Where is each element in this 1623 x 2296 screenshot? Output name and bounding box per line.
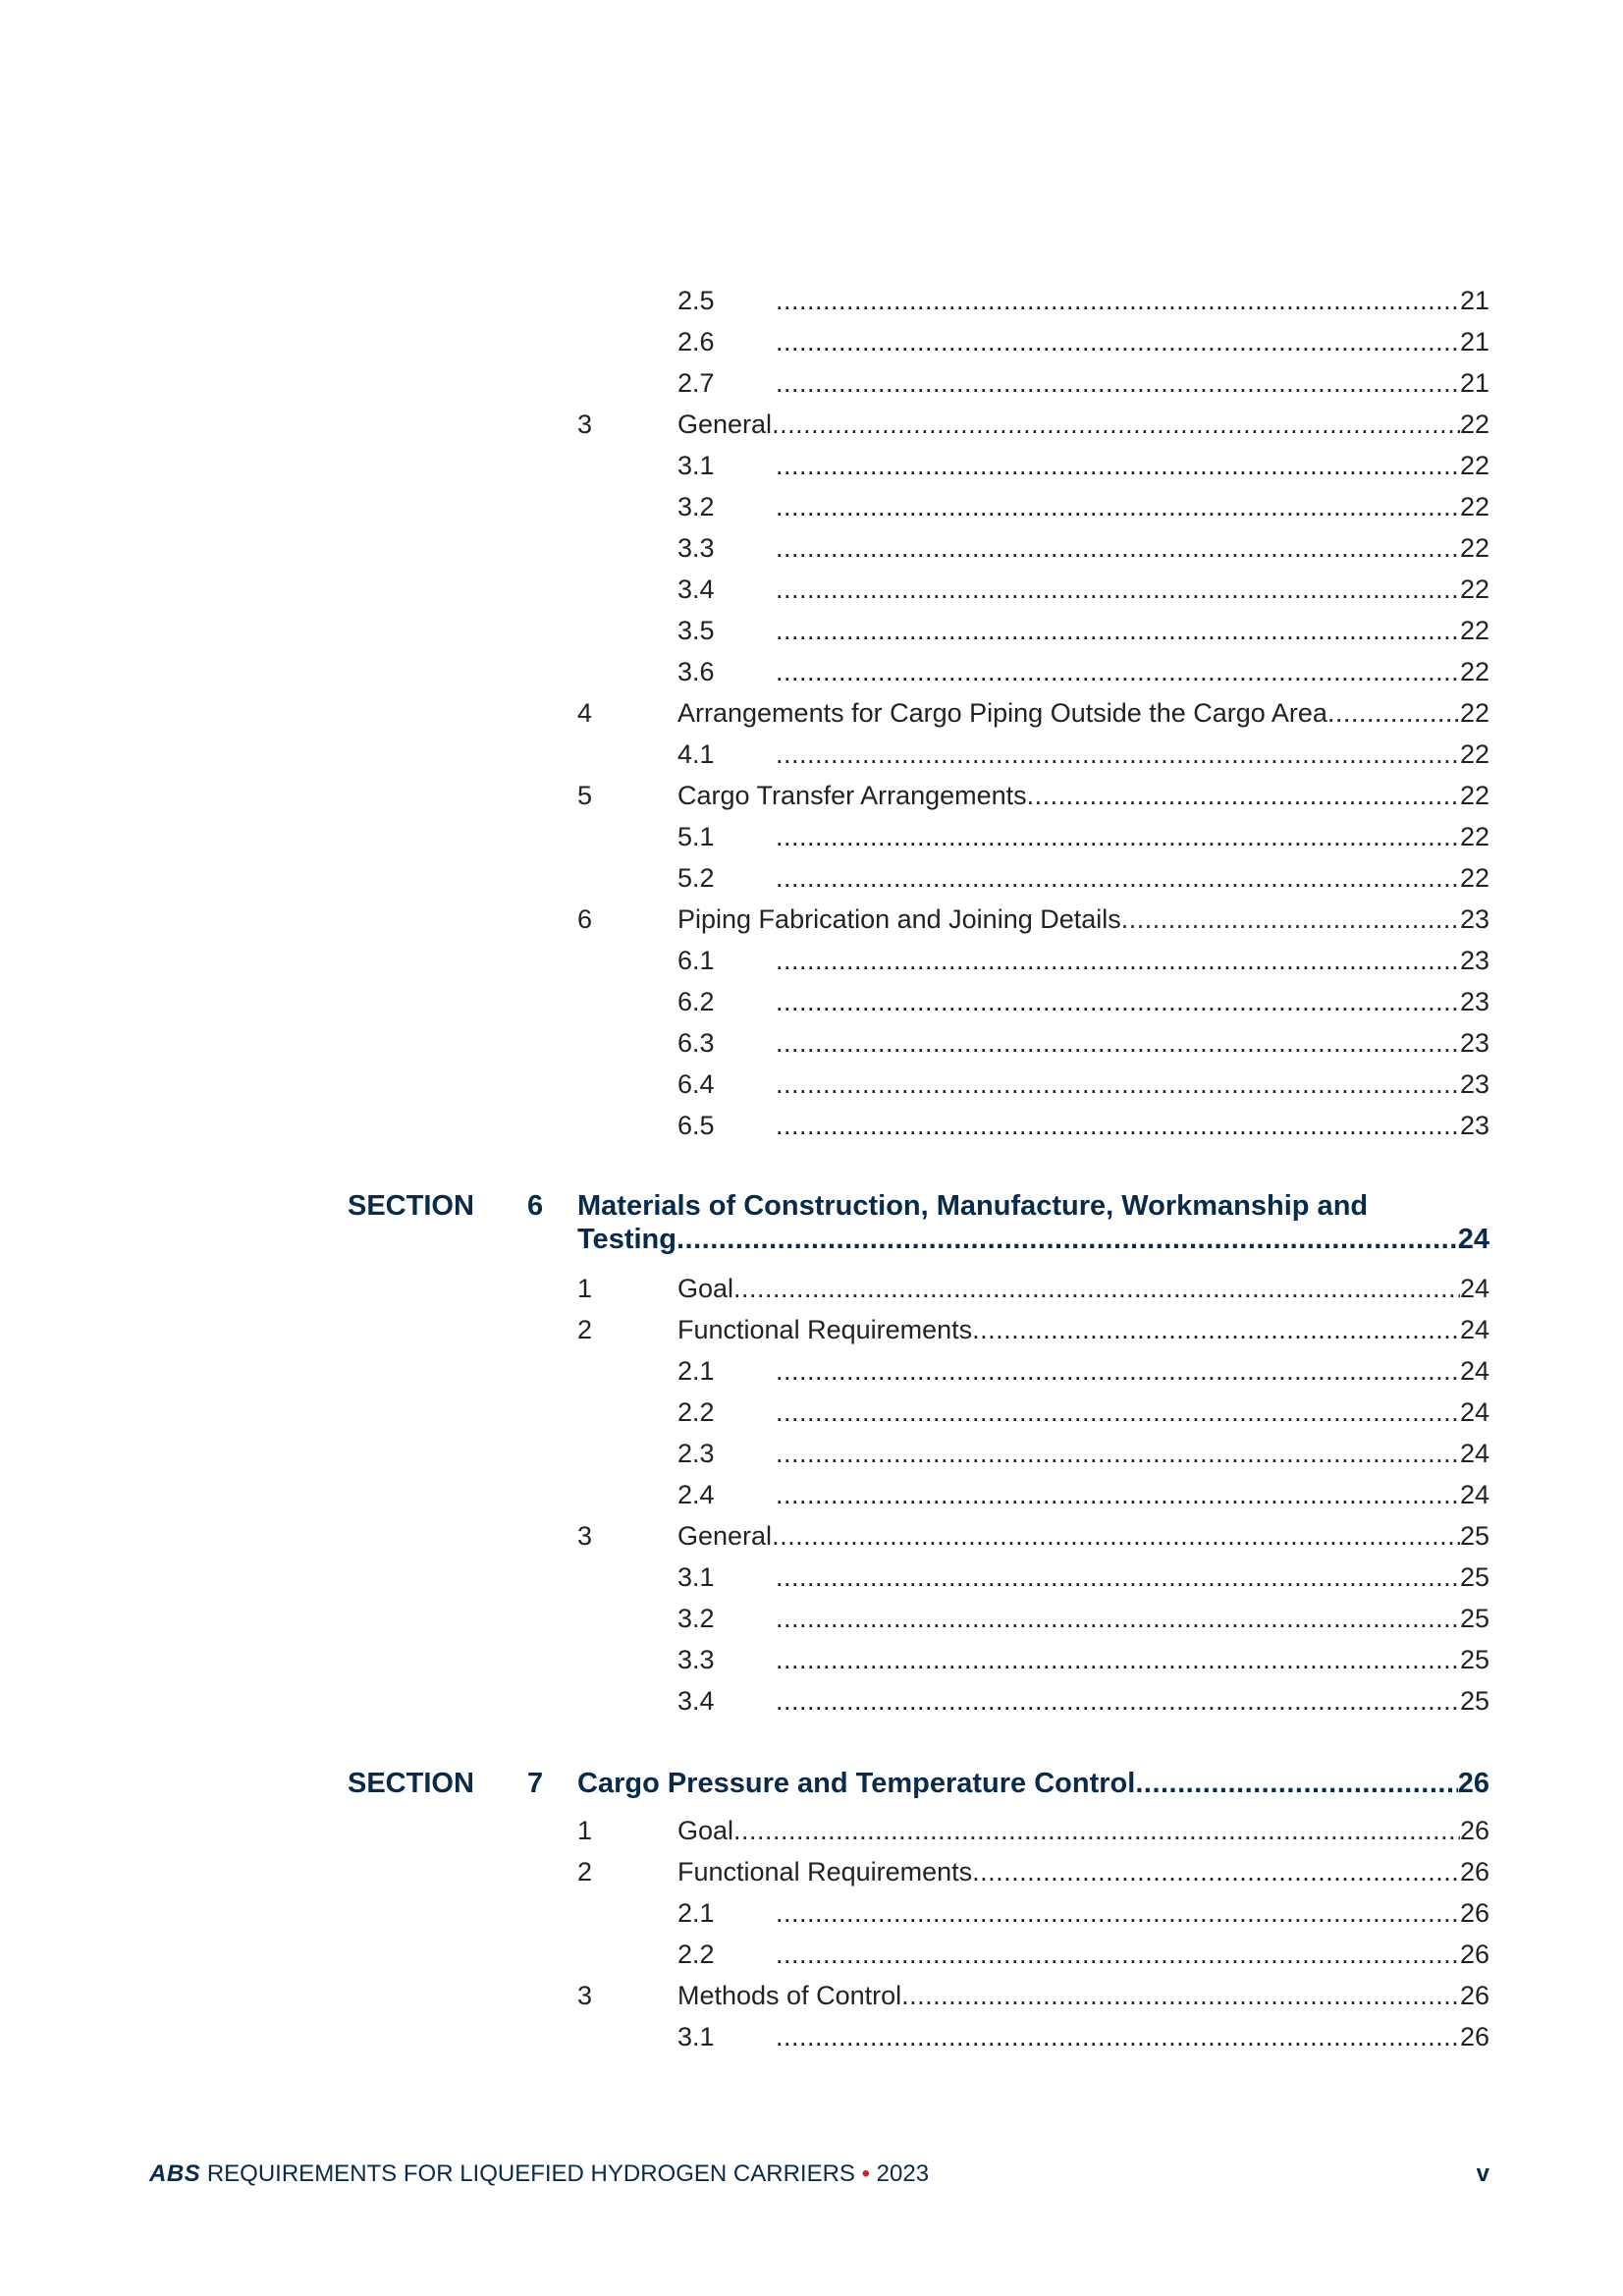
toc-entry-page-number: 23 [1459,1028,1489,1058]
toc-entry-title: Functional Requirements [677,1857,973,1886]
toc-section-7-heading[interactable] [0,1767,1623,1800]
toc-entry[interactable] [0,1851,1623,1892]
toc-entry-title: General [677,1521,773,1551]
toc-entry-page-number: 23 [1459,904,1489,934]
section-number: 7 [527,1768,544,1799]
dot-leader [776,486,1460,527]
toc-entry-title: Cargo Transfer Arrangements [677,781,1027,810]
toc-entry[interactable] [0,527,1623,569]
dot-leader [776,1680,1460,1722]
toc-entry-page-number: 25 [1459,1604,1489,1633]
toc-entry-page-number: 23 [1459,987,1489,1016]
toc-entry-page-number: 22 [1459,657,1489,686]
toc-entry-number: 6.4 [677,1069,715,1099]
toc-entry[interactable] [0,1892,1623,1934]
toc-entry-number: 2.3 [677,1439,715,1468]
toc-entry-number: 3 [577,1521,593,1551]
toc-entry-line [776,734,1489,775]
toc-entry[interactable] [0,280,1623,321]
toc-entry[interactable] [0,1433,1623,1474]
dot-leader [972,1309,1460,1350]
dot-leader [776,280,1460,321]
toc-entry-number: 2.7 [677,368,715,398]
dot-leader [776,940,1460,981]
toc-entry-page-number: 22 [1459,781,1489,810]
footer-bullet: • [861,2160,870,2187]
abs-logo-text: ABS [149,2160,201,2187]
toc-entry[interactable] [0,404,1623,445]
toc-entry-page-number: 22 [1459,574,1489,604]
dot-leader [776,1892,1460,1934]
toc-entry-page-number: 22 [1459,698,1489,728]
toc-entry[interactable] [0,1975,1623,2016]
toc-entry-number: 3.1 [677,1562,715,1592]
toc-entry-line [776,527,1489,569]
dot-leader [776,857,1460,899]
toc-entry-line [677,1309,1489,1350]
toc-entry[interactable] [0,1639,1623,1680]
section-page-number: 26 [1457,1768,1489,1799]
toc-entry-number: 6.3 [677,1028,715,1058]
toc-entry-line [776,1392,1489,1433]
dot-leader [776,981,1460,1022]
dot-leader [1121,899,1460,940]
section-title: Cargo Pressure and Temperature Control [577,1768,1136,1799]
toc-entry-page-number: 23 [1459,1069,1489,1099]
toc-entry-page-number: 26 [1459,1816,1489,1845]
toc-entry-line [677,899,1489,940]
toc-entry-number: 6.5 [677,1111,715,1140]
dot-leader [901,1975,1460,2016]
toc-entry-page-number: 26 [1459,2022,1489,2051]
toc-entry-title: Arrangements for Cargo Piping Outside the Cargo Area [677,698,1327,728]
toc-entry-title: Goal [677,1274,734,1303]
toc-entry-line [776,445,1489,486]
toc-entry[interactable] [0,1350,1623,1392]
toc-entry[interactable] [0,1105,1623,1146]
dot-leader [1027,775,1460,816]
toc-entry-number: 1 [577,1816,593,1845]
dot-leader [776,1557,1460,1598]
toc-entry-number: 3.2 [677,1604,715,1633]
toc-entry[interactable] [0,1064,1623,1105]
toc-entry-page-number: 26 [1459,1857,1489,1886]
toc-entry-page-number: 25 [1459,1521,1489,1551]
toc-entry-line [776,486,1489,527]
toc-entry-number: 5 [577,781,593,810]
toc-entry-page-number: 22 [1459,410,1489,439]
toc-entry-page-number: 22 [1459,616,1489,645]
dot-leader [776,321,1460,362]
toc-entry-line [776,1474,1489,1515]
toc-entry-line [776,1022,1489,1064]
toc-entry[interactable] [0,1598,1623,1639]
toc-entry-line [776,816,1489,857]
toc-entry[interactable] [0,1309,1623,1350]
toc-entry-line [776,280,1489,321]
toc-entry-title: Methods of Control [677,1981,902,2010]
toc-entry-number: 3.4 [677,1686,715,1716]
toc-entry-line [776,1105,1489,1146]
toc-entry-line [677,1515,1489,1557]
toc-entry-page-number: 25 [1459,1686,1489,1716]
toc-entry-page-number: 23 [1459,1111,1489,1140]
toc-entry-number: 2.5 [677,286,715,315]
toc-entry-line [776,610,1489,651]
toc-entry-number: 2 [577,1315,593,1344]
toc-entry[interactable] [0,610,1623,651]
toc-entry-line [776,981,1489,1022]
dot-leader [776,2016,1460,2057]
toc-entry[interactable] [0,981,1623,1022]
toc-entry-line [776,1892,1489,1934]
toc-entry-page-number: 22 [1459,739,1489,769]
toc-entry-line [776,321,1489,362]
toc-entry[interactable] [0,1022,1623,1064]
toc-entry-number: 3.1 [677,451,715,480]
toc-entry-line [776,1598,1489,1639]
toc-entry-page-number: 21 [1459,286,1489,315]
toc-entry-page-number: 24 [1459,1439,1489,1468]
toc-entry-number: 2.1 [677,1356,715,1386]
toc-entry[interactable] [0,940,1623,981]
toc-entry-number: 2.1 [677,1898,715,1928]
toc-entry[interactable] [0,569,1623,610]
toc-entry-page-number: 21 [1459,368,1489,398]
toc-entry-page-number: 26 [1459,1940,1489,1969]
toc-entry[interactable] [0,692,1623,734]
toc-entry-line [677,775,1489,816]
toc-entry-page-number: 21 [1459,327,1489,356]
toc-entry-number: 4.1 [677,739,715,769]
toc-entry-page-number: 22 [1459,451,1489,480]
toc-entry[interactable] [0,1515,1623,1557]
toc-entry[interactable] [0,1474,1623,1515]
toc-entry-number: 3.6 [677,657,715,686]
toc-entry[interactable] [0,899,1623,940]
toc-entry-page-number: 24 [1459,1397,1489,1427]
toc-entry-number: 3.4 [677,574,715,604]
dot-leader [1135,1767,1457,1800]
toc-entry-line [776,1934,1489,1975]
toc-entry-line [677,1851,1489,1892]
toc-entry-line [677,1268,1489,1309]
toc-entry[interactable] [0,857,1623,899]
dot-leader [776,1433,1460,1474]
dot-leader [1327,692,1460,734]
toc-entry-line [776,1557,1489,1598]
toc-entry-number: 3.3 [677,533,715,563]
toc-entry-number: 6.2 [677,987,715,1016]
toc-entry-page-number: 25 [1459,1645,1489,1674]
dot-leader [676,1223,1458,1256]
toc-entry-line [677,1975,1489,2016]
toc-entry-line [776,362,1489,404]
toc-entry-number: 2 [577,1857,593,1886]
toc-entry-line [776,1064,1489,1105]
toc-entry-page-number: 22 [1459,822,1489,851]
page-footer [149,2157,1489,2192]
toc-entry-number: 2.4 [677,1480,715,1509]
toc-entry-page-number: 22 [1459,863,1489,893]
toc-entry[interactable] [0,775,1623,816]
section-label: SECTION [348,1768,474,1799]
toc-entry-page-number: 23 [1459,946,1489,975]
toc-entry-line [776,1680,1489,1722]
dot-leader [776,527,1460,569]
toc-entry-number: 5.1 [677,822,715,851]
toc-entry-number: 3.5 [677,616,715,645]
dot-leader [776,1934,1460,1975]
toc-entry[interactable] [0,1680,1623,1722]
toc-entry-line [776,1433,1489,1474]
toc-entry-line [776,940,1489,981]
toc-entry-line [677,1810,1489,1851]
toc-entry-line [776,1350,1489,1392]
toc-entry-page-number: 26 [1459,1898,1489,1928]
footer-title: REQUIREMENTS FOR LIQUEFIED HYDROGEN CARRIERS [206,2160,855,2187]
dot-leader [776,362,1460,404]
dot-leader [776,1639,1460,1680]
dot-leader [772,1515,1460,1557]
footer-year: 2023 [876,2160,930,2187]
toc-entry-number: 2.2 [677,1397,715,1427]
section-title-line-1: Materials of Construction, Manufacture, Workmanship and [577,1190,1369,1222]
toc-entry-title: Functional Requirements [677,1315,973,1344]
section-number: 6 [527,1190,544,1222]
toc-entry[interactable] [0,1268,1623,1309]
dot-leader [776,1474,1460,1515]
dot-leader [776,1064,1460,1105]
toc-entry[interactable] [0,445,1623,486]
toc-entry-page-number: 25 [1459,1562,1489,1592]
dot-leader [776,1350,1460,1392]
toc-entry-number: 1 [577,1274,593,1303]
toc-entry-page-number: 24 [1459,1356,1489,1386]
toc-entry-line [677,404,1489,445]
section-title-continued: Testing [577,1224,676,1255]
dot-leader [776,816,1460,857]
toc-entry-number: 4 [577,698,593,728]
toc-entry[interactable] [0,1810,1623,1851]
section-title-line-2 [577,1223,1489,1256]
toc-section-6-heading[interactable] [0,1189,1623,1258]
dot-leader [776,1392,1460,1433]
dot-leader [972,1851,1460,1892]
toc-entry-title: Goal [677,1816,734,1845]
toc-entry[interactable] [0,1557,1623,1598]
toc-entry-line [776,651,1489,692]
toc-entry[interactable] [0,321,1623,362]
dot-leader [776,1105,1460,1146]
toc-entry[interactable] [0,1392,1623,1433]
toc-entry-page-number: 22 [1459,533,1489,563]
toc-entry-title: General [677,410,773,439]
section-title-line [577,1767,1489,1800]
toc-entry-number: 3 [577,410,593,439]
toc-entry-number: 3.3 [677,1645,715,1674]
toc-entry-page-number: 24 [1459,1480,1489,1509]
section-label: SECTION [348,1190,474,1222]
toc-entry[interactable] [0,1934,1623,1975]
toc-entry-line [776,857,1489,899]
toc-entry-line [677,692,1489,734]
dot-leader [776,734,1460,775]
toc-entry[interactable] [0,734,1623,775]
toc-entry-number: 6 [577,904,593,934]
dot-leader [776,1598,1460,1639]
section-page-number: 24 [1457,1224,1489,1255]
toc-entry-number: 3 [577,1981,593,2010]
toc-entry-line [776,569,1489,610]
toc-entry-line [776,1639,1489,1680]
toc-entry-page-number: 24 [1459,1274,1489,1303]
toc-entry-title: Piping Fabrication and Joining Details [677,904,1121,934]
toc-entry-number: 2.2 [677,1940,715,1969]
dot-leader [733,1268,1460,1309]
dot-leader [733,1810,1460,1851]
toc-entry-page-number: 24 [1459,1315,1489,1344]
toc-entry-number: 3.2 [677,492,715,521]
toc-entry[interactable] [0,2016,1623,2057]
toc-entry-page-number: 26 [1459,1981,1489,2010]
dot-leader [776,569,1460,610]
footer-page-number: v [1476,2160,1489,2187]
dot-leader [776,445,1460,486]
toc-entry[interactable] [0,362,1623,404]
dot-leader [776,651,1460,692]
toc-entry[interactable] [0,486,1623,527]
toc-entry-number: 5.2 [677,863,715,893]
dot-leader [776,610,1460,651]
toc-entry-number: 3.1 [677,2022,715,2051]
toc-entry[interactable] [0,651,1623,692]
dot-leader [772,404,1460,445]
toc-entry[interactable] [0,816,1623,857]
toc-entry-number: 2.6 [677,327,715,356]
toc-entry-number: 6.1 [677,946,715,975]
dot-leader [776,1022,1460,1064]
toc-entry-line [776,2016,1489,2057]
toc-entry-page-number: 22 [1459,492,1489,521]
